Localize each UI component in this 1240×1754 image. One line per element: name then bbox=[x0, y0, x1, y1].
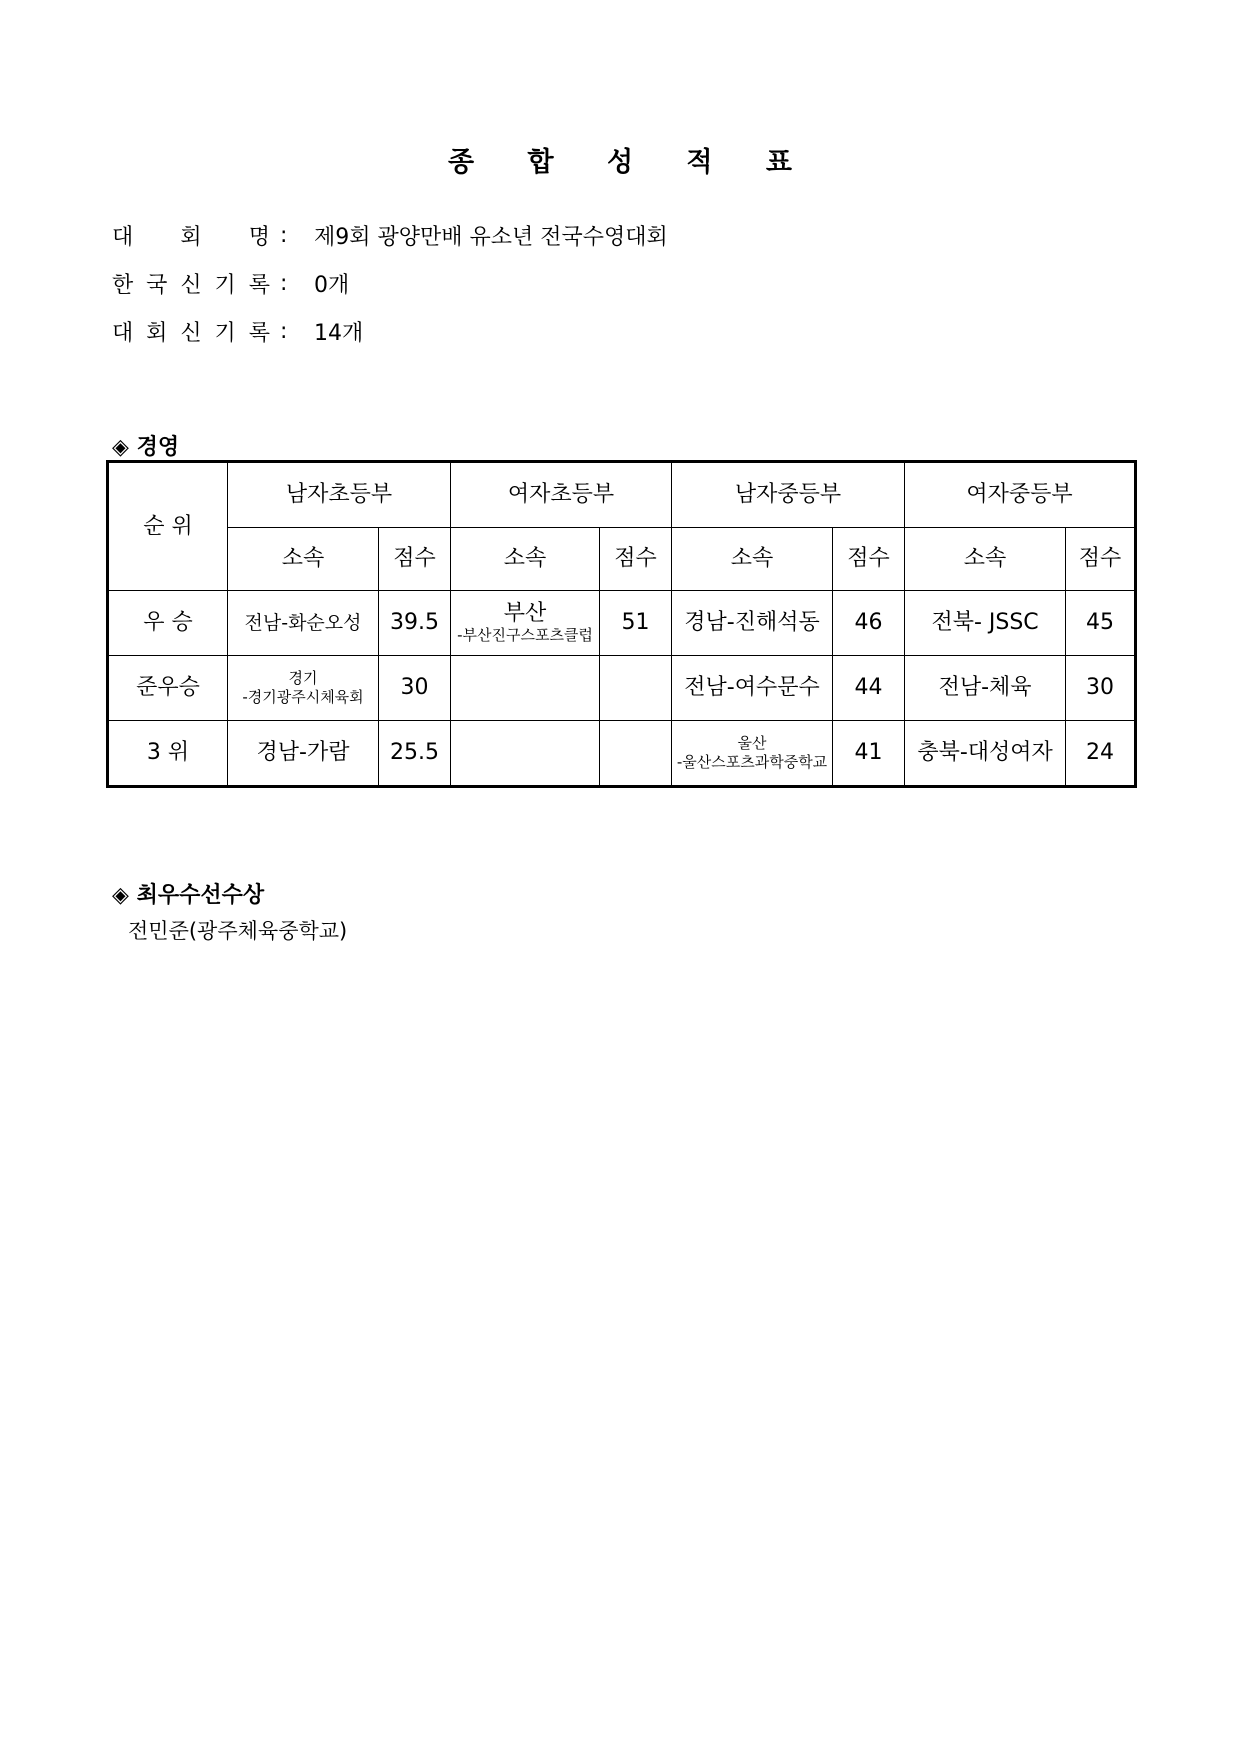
division-header: 남자중등부 bbox=[672, 462, 905, 528]
score-cell: 30 bbox=[379, 656, 451, 721]
team-cell: 부산 -부산진구스포츠클럽 bbox=[451, 591, 600, 656]
team-header: 소속 bbox=[228, 528, 379, 591]
table-subheader-row bbox=[108, 528, 1136, 591]
score-header: 점수 bbox=[833, 528, 905, 591]
info-row-korean-record: 한 국 신 기 록 : 0개 bbox=[112, 268, 349, 298]
rank-cell: 우 승 bbox=[108, 591, 228, 656]
score-cell: 24 bbox=[1066, 721, 1136, 787]
table-row bbox=[108, 591, 1136, 656]
results-table bbox=[106, 460, 1137, 788]
score-cell: 51 bbox=[600, 591, 672, 656]
score-cell: 41 bbox=[833, 721, 905, 787]
team-header: 소속 bbox=[905, 528, 1066, 591]
division-header: 남자초등부 bbox=[228, 462, 451, 528]
team-cell bbox=[451, 721, 600, 787]
team-cell: 경남-가람 bbox=[228, 721, 379, 787]
team-cell: 전남-여수문수 bbox=[672, 656, 833, 721]
score-header: 점수 bbox=[600, 528, 672, 591]
mvp-name: 전민준(광주체육중학교) bbox=[128, 919, 348, 943]
team-cell: 울산 -울산스포츠과학중학교 bbox=[672, 721, 833, 787]
info-row-meet-name: 대 회 명 : 제9회 광양만배 유소년 전국수영대회 bbox=[112, 220, 668, 250]
rank-cell: 3 위 bbox=[108, 721, 228, 787]
score-cell: 25.5 bbox=[379, 721, 451, 787]
section-title-mvp: ◈ 최우수선수상 bbox=[112, 883, 265, 908]
division-header: 여자초등부 bbox=[451, 462, 672, 528]
team-header: 소속 bbox=[451, 528, 600, 591]
score-cell: 46 bbox=[833, 591, 905, 656]
score-cell: 30 bbox=[1066, 656, 1136, 721]
team-header: 소속 bbox=[672, 528, 833, 591]
team-cell: 경기 -경기광주시체육회 bbox=[228, 656, 379, 721]
table-row bbox=[108, 721, 1136, 787]
team-cell: 전북- JSSC bbox=[905, 591, 1066, 656]
score-cell: 39.5 bbox=[379, 591, 451, 656]
team-cell: 전남-체육 bbox=[905, 656, 1066, 721]
table-header-row bbox=[108, 462, 1136, 528]
table-row bbox=[108, 656, 1136, 721]
team-cell bbox=[451, 656, 600, 721]
info-label: 대 회 신 기 록 bbox=[112, 320, 270, 346]
score-header: 점수 bbox=[379, 528, 451, 591]
team-cell: 경남-진해석동 bbox=[672, 591, 833, 656]
score-cell: 44 bbox=[833, 656, 905, 721]
division-header: 여자중등부 bbox=[905, 462, 1136, 528]
rank-cell: 준우승 bbox=[108, 656, 228, 721]
info-row-meet-record: 대 회 신 기 록 : 14개 bbox=[112, 316, 363, 346]
info-label: 한 국 신 기 록 bbox=[112, 272, 270, 298]
score-cell: 45 bbox=[1066, 591, 1136, 656]
info-label: 대 회 명 bbox=[112, 224, 270, 250]
score-cell bbox=[600, 656, 672, 721]
page-title: 종 합 성 적 표 bbox=[447, 147, 814, 178]
section-title-swimming: ◈ 경영 bbox=[112, 435, 180, 460]
korean-record-value: 0개 bbox=[314, 272, 350, 298]
team-cell: 충북-대성여자 bbox=[905, 721, 1066, 787]
meet-record-value: 14개 bbox=[314, 320, 364, 346]
score-header: 점수 bbox=[1066, 528, 1136, 591]
team-cell: 전남-화순오성 bbox=[228, 591, 379, 656]
rank-header: 순 위 bbox=[108, 462, 228, 591]
score-cell bbox=[600, 721, 672, 787]
meet-name-value: 제9회 광양만배 유소년 전국수영대회 bbox=[314, 224, 668, 250]
